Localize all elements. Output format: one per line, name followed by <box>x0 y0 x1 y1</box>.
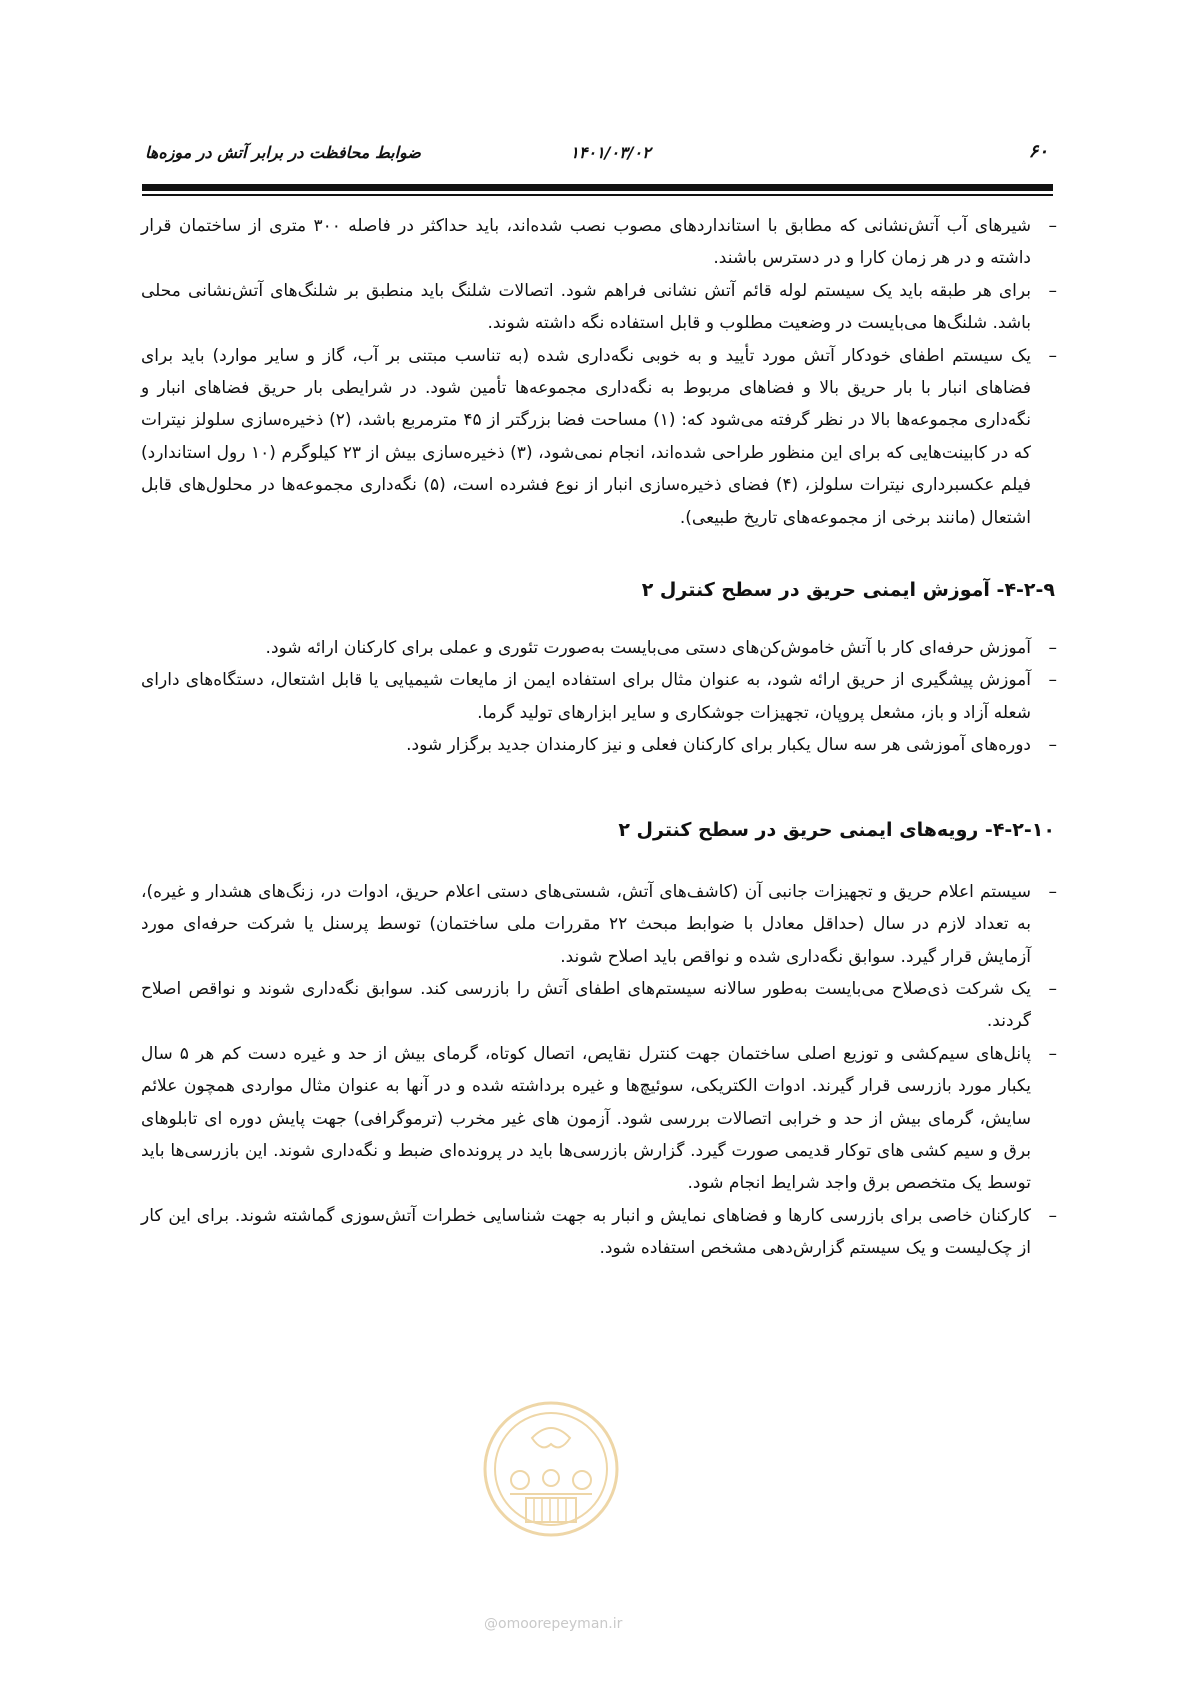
section2-list <box>141 876 1059 1265</box>
section-heading-fire-training: ۴-۲-۹- آموزش ایمنی حریق در سطح کنترل ۲ <box>641 579 1055 602</box>
header-rule-thin <box>142 194 1053 196</box>
list-item: – سیستم اعلام حریق و تجهیزات جانبی آن (کاشف‌های آتش، شستی‌های دستی اعلام حریق، ادوات در، زنگ‌های هشدار و غیره)، به تعداد لازم در سال (حداقل معادل با ضوابط مبحث ۲۲ مقررات ملی ساختمان) توسط پرسنل یا شرکت حرفه‌ای مورد آزمایش قرار گیرد. سوابق نگه‌داری شده و نواقص باید اصلاح شوند. <box>141 876 1059 973</box>
list-item: – آموزش پیشگیری از حریق ارائه شود، به عنوان مثال برای استفاده ایمن از مایعات شیمیایی یا قابل اشتعال، دستگاه‌های دارای شعله آزاد و باز، مشعل پروپان، تجهیزات جوشکاری و سایر ابزارهای تولید گرما. <box>141 664 1059 729</box>
header-doc-title: ضوابط محافظت در برابر آتش در موزه‌ها <box>145 143 421 162</box>
intro-list <box>141 210 1059 534</box>
list-item: – دوره‌های آموزشی هر سه سال یکبار برای کارکنان فعلی و نیز کارمندان جدید برگزار شود. <box>141 729 1059 761</box>
header-date: ۱۴۰۱/۰۳/۰۲ <box>570 143 651 162</box>
list-item: – شیرهای آب آتش‌نشانی که مطابق با استانداردهای مصوب نصب شده‌اند، باید حداکثر در فاصله ۳۰۰ متری از ساختمان قرار داشته و در هر زمان کارا و در دسترس باشند. <box>141 210 1059 275</box>
watermark-stamp-icon <box>480 1398 622 1540</box>
list-item: – آموزش حرفه‌ای کار با آتش خاموش‌کن‌های دستی می‌بایست به‌صورت تئوری و عملی برای کارکنان ارائه شود. <box>141 632 1059 664</box>
list-item: – کارکنان خاصی برای بازرسی کارها و فضاهای نمایش و انبار به جهت شناسایی خطرات آتش‌سوزی گماشته شوند. برای این کار از چک‌لیست و یک سیستم گزارش‌دهی مشخص استفاده شود. <box>141 1200 1059 1265</box>
section1-list <box>141 632 1059 762</box>
header-rule-thick <box>142 184 1053 191</box>
list-item: – برای هر طبقه باید یک سیستم لوله قائم آتش نشانی فراهم شود. اتصالات شلنگ باید منطبق بر شلنگ‌های آتش‌نشانی محلی باشد. شلنگ‌ها می‌بایست در وضعیت مطلوب و قابل استفاده نگه داشته شوند. <box>141 275 1059 340</box>
list-item: – یک شرکت ذی‌صلاح می‌بایست به‌طور سالانه سیستم‌های اطفای آتش را بازرسی کند. سوابق نگه‌داری شوند و نواقص اصلاح گردند. <box>141 973 1059 1038</box>
list-item: – یک سیستم اطفای خودکار آتش مورد تأیید و به خوبی نگه‌داری شده (به تناسب مبتنی بر آب، گاز و سایر موارد) باید برای فضاهای انبار با بار حریق بالا و فضاهای مربوط به نگه‌داری مجموعه‌ها تأمین شود. در شرایطی بار حریق فضاهای انبار و نگه‌داری مجموعه‌ها بالا در نظر گرفته می‌شود که: (۱) مساحت فضا بزرگتر از ۴۵ مترمربع باشد، (۲) ذخیره‌سازی سلولز نیترات که در کابینت‌هایی که برای این منظور طراحی شده‌اند، انجام نمی‌شود، (۳) ذخیره‌سازی بیش از ۲۳ کیلوگرم (۱۰ رول استاندارد) فیلم عکسبرداری نیترات سلولز، (۴) فضای ذخیره‌سازی انبار از نوع فشرده است، (۵) نگه‌داری مجموعه‌ها در محلول‌های قابل اشتعال (مانند برخی از مجموعه‌های تاریخ طبیعی). <box>141 340 1059 534</box>
body-content <box>141 210 1059 1265</box>
list-item: – پانل‌های سیم‌کشی و توزیع اصلی ساختمان جهت کنترل نقایص، اتصال کوتاه، گرمای بیش از حد و غیره دست کم هر ۵ سال یکبار مورد بازرسی قرار گیرند. ادوات الکتریکی، سوئیچ‌ها و غیره برداشته شده و در آنها به عنوان مثال مواردی همچون علائم سایش، گرمای بیش از حد و خرابی اتصالات بررسی شود. آزمون های غیر مخرب (ترموگرافی) جهت پایش دوره ای تابلوهای برق و سیم کشی های توکار قدیمی صورت گیرد. گزارش بازرسی‌ها باید در پرونده‌ای ضبط و نگه‌داری شوند. این بازرسی‌ها باید توسط یک متخصص برق واجد شرایط انجام شود. <box>141 1038 1059 1200</box>
watermark-site-url: @omoorepeyman.ir <box>484 1616 623 1632</box>
page-number: ۶۰ <box>1028 141 1048 162</box>
section-heading-fire-procedures: ۴-۲-۱۰- رویه‌های ایمنی حریق در سطح کنترل ۲ <box>618 818 1055 841</box>
